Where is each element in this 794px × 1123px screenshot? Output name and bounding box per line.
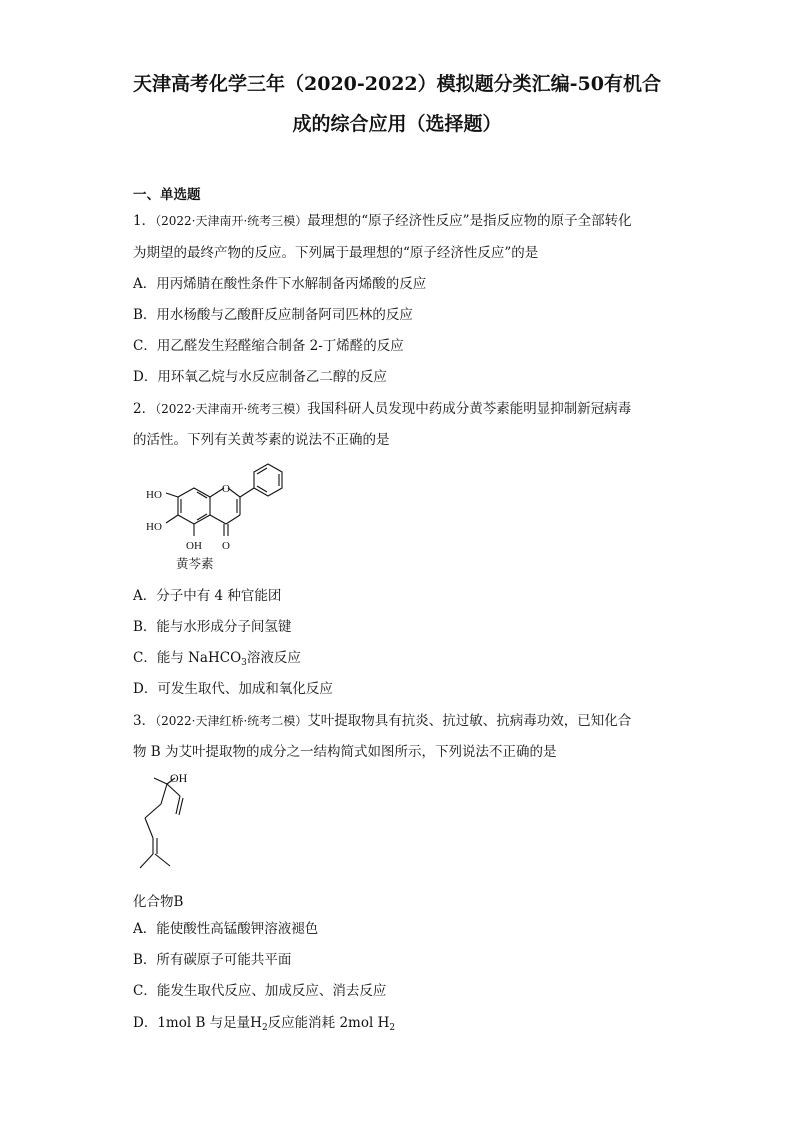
q3-option-d-subscript-1: 2 [261, 1023, 268, 1033]
baicalein-caption: 黄芩素 [176, 556, 214, 571]
carbonyl-oxygen-label: O [222, 540, 230, 552]
section-heading: 一、单选题 [133, 187, 201, 203]
q2-option-c-subscript: 3 [241, 658, 247, 668]
q3-option-d [133, 1014, 395, 1037]
q3-option-b: B．所有碳原子可能共平面 [133, 952, 292, 968]
q1-stem-line-2: 为期望的最终产物的反应。下列属于最理想的“原子经济性反应”的是 [133, 245, 539, 261]
ho-label-top: HO [146, 489, 162, 501]
q2-option-c [133, 649, 301, 672]
q3-stem-line-2: 物 B 为艾叶提取物的成分之一结构简式如图所示，下列说法不正确的是 [133, 744, 557, 760]
q3-source: （2022·天津红桥·统考二模） [155, 714, 308, 728]
baicalein-structure [140, 462, 290, 557]
q2-stem-text: 我国科研人员发现中药成分黄芩素能明显抑制新冠病毒 [307, 401, 632, 417]
compound-b-structure [138, 768, 208, 876]
oh-label-bottom: OH [186, 540, 202, 552]
ring-a-bond [178, 488, 210, 524]
q1-source: （2022·天津南开·统考三模） [155, 214, 308, 228]
compound-b-caption: 化合物B [133, 894, 184, 910]
q3-number: 3． [133, 713, 156, 729]
q3-option-a: A．能使酸性高锰酸钾溶液褪色 [133, 921, 319, 937]
phenyl-ring-bond [254, 464, 282, 496]
q1-option-d: D．用环氧乙烷与水反应制备乙二醇的反应 [133, 369, 387, 385]
q3-stem-line-1 [133, 712, 631, 730]
ring-oxygen-label: O [222, 483, 230, 495]
q3-option-d-text: D．1mol B 与足量H [133, 1015, 262, 1031]
q1-stem-text: 最理想的“原子经济性反应”是指反应物的原子全部转化 [307, 213, 632, 229]
q1-number: 1． [133, 213, 156, 229]
q2-option-c-tail: 溶液反应 [246, 650, 301, 666]
q1-stem-line-1 [133, 212, 632, 230]
q2-stem-line-1 [133, 400, 631, 418]
document-title-line-2: 成的综合应用（选择题） [292, 113, 502, 135]
q2-option-b: B．能与水形成分子间氢键 [133, 619, 292, 635]
q3-option-c: C．能发生取代反应、加成反应、消去反应 [133, 983, 387, 999]
q3-option-d-subscript-2: 2 [389, 1023, 396, 1033]
q1-option-c: C．用乙醛发生羟醛缩合制备 2-丁烯醛的反应 [133, 338, 404, 354]
q2-option-a: A．分子中有 4 种官能团 [133, 588, 282, 604]
q2-option-d: D．可发生取代、加成和氧化反应 [133, 681, 333, 697]
q2-stem-line-2: 的活性。下列有关黄芩素的说法不正确的是 [133, 432, 390, 448]
compound-b-oh-label: OH [170, 771, 188, 785]
q2-number: 2． [133, 401, 156, 417]
q2-option-c-text: C．能与 NaHCO [133, 650, 242, 666]
q1-option-b: B．用水杨酸与乙酸酐反应制备阿司匹林的反应 [133, 307, 413, 323]
q3-stem-text: 艾叶提取物具有抗炎、抗过敏、抗病毒功效，已知化合 [307, 713, 632, 729]
q3-option-d-middle: 反应能消耗 2mol H [267, 1015, 390, 1031]
ho-label-middle: HO [146, 521, 162, 533]
q1-option-a: A．用丙烯腈在酸性条件下水解制备丙烯酸的反应 [133, 276, 427, 292]
document-title-line-1: 天津高考化学三年（2020-2022）模拟题分类汇编-50有机合 [133, 73, 661, 95]
q2-source: （2022·天津南开·统考三模） [155, 402, 308, 416]
